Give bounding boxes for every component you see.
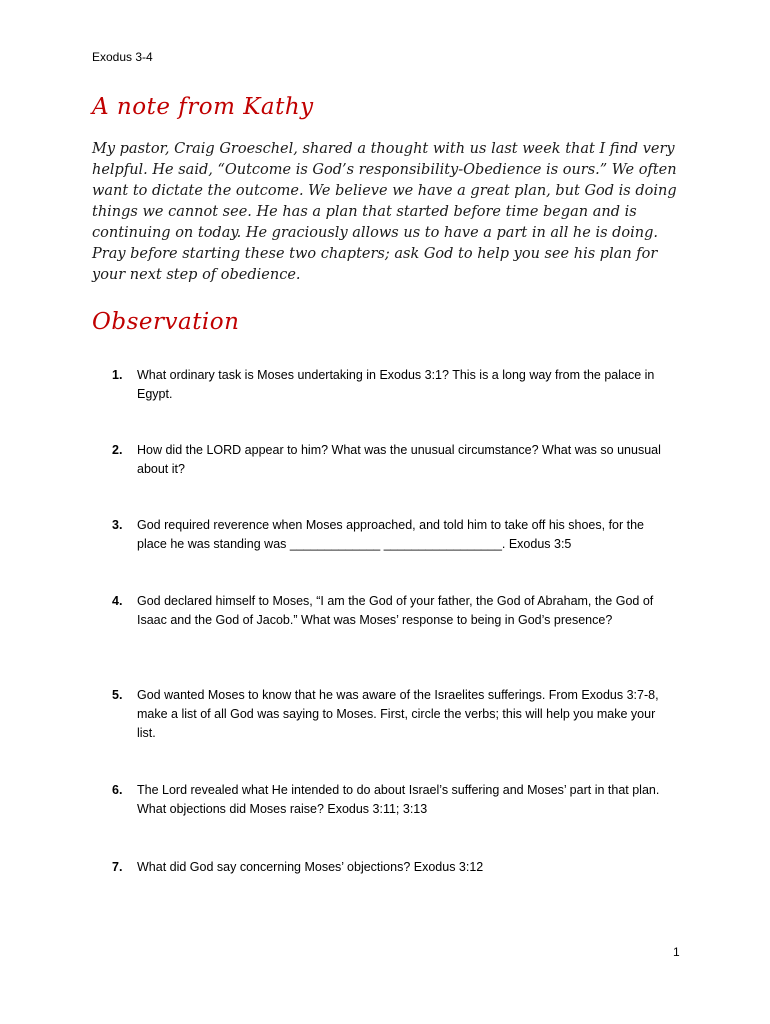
question-text: God declared himself to Moses, “I am the God of your father, the God of Abraham, the God of Isaac and the God of Jacob.” What was Moses’ response to being in God’s presence?: [137, 594, 654, 627]
question-item: [112, 781, 672, 819]
question-item: [112, 441, 672, 479]
question-item: [112, 516, 672, 554]
question-number: 2.: [112, 443, 123, 457]
question-item: [112, 858, 672, 877]
question-number: 7.: [112, 860, 123, 874]
note-body: My pastor, Craig Groeschel, shared a thought with us last week that I find very helpful. He said, “Outcome is God’s responsibility-Obedience is ours.” We often want to dictate the outcome. We believe we have a great plan, but God is doing things we cannot see. He has a plan that started before time began and is continuing on today. He graciously allows us to have a part in all he is doing. Pray before starting these two chapters; ask God to help you see his plan for your next step of obedience.: [92, 141, 677, 283]
observation-title: Observation: [92, 309, 240, 335]
question-text: What did God say concerning Moses’ objections? Exodus 3:12: [137, 860, 484, 874]
question-number: 3.: [112, 518, 123, 532]
question-item: [112, 686, 672, 743]
page-number: 1: [673, 945, 680, 959]
question-text: God wanted Moses to know that he was aware of the Israelites sufferings. From Exodus 3:7-8, make a list of all God was saying to Moses. First, circle the verbs; this will help you make your list.: [137, 688, 659, 740]
question-item: [112, 366, 672, 404]
question-text: How did the LORD appear to him? What was the unusual circumstance? What was so unusual about it?: [137, 443, 661, 476]
note-title: A note from Kathy: [92, 94, 314, 120]
question-number: 1.: [112, 368, 123, 382]
question-number: 4.: [112, 594, 123, 608]
question-number: 6.: [112, 783, 123, 797]
page-header: Exodus 3-4: [92, 50, 153, 64]
question-item: [112, 592, 672, 630]
question-number: 5.: [112, 688, 123, 702]
question-text: God required reverence when Moses approached, and told him to take off his shoes, for the place he was standing was _____________ _________________. Exodus 3:5: [137, 518, 645, 551]
question-text: What ordinary task is Moses undertaking in Exodus 3:1? This is a long way from the palace in Egypt.: [137, 368, 655, 401]
question-text: The Lord revealed what He intended to do about Israel’s suffering and Moses’ part in that plan. What objections did Moses raise? Exodus 3:11; 3:13: [137, 783, 660, 816]
